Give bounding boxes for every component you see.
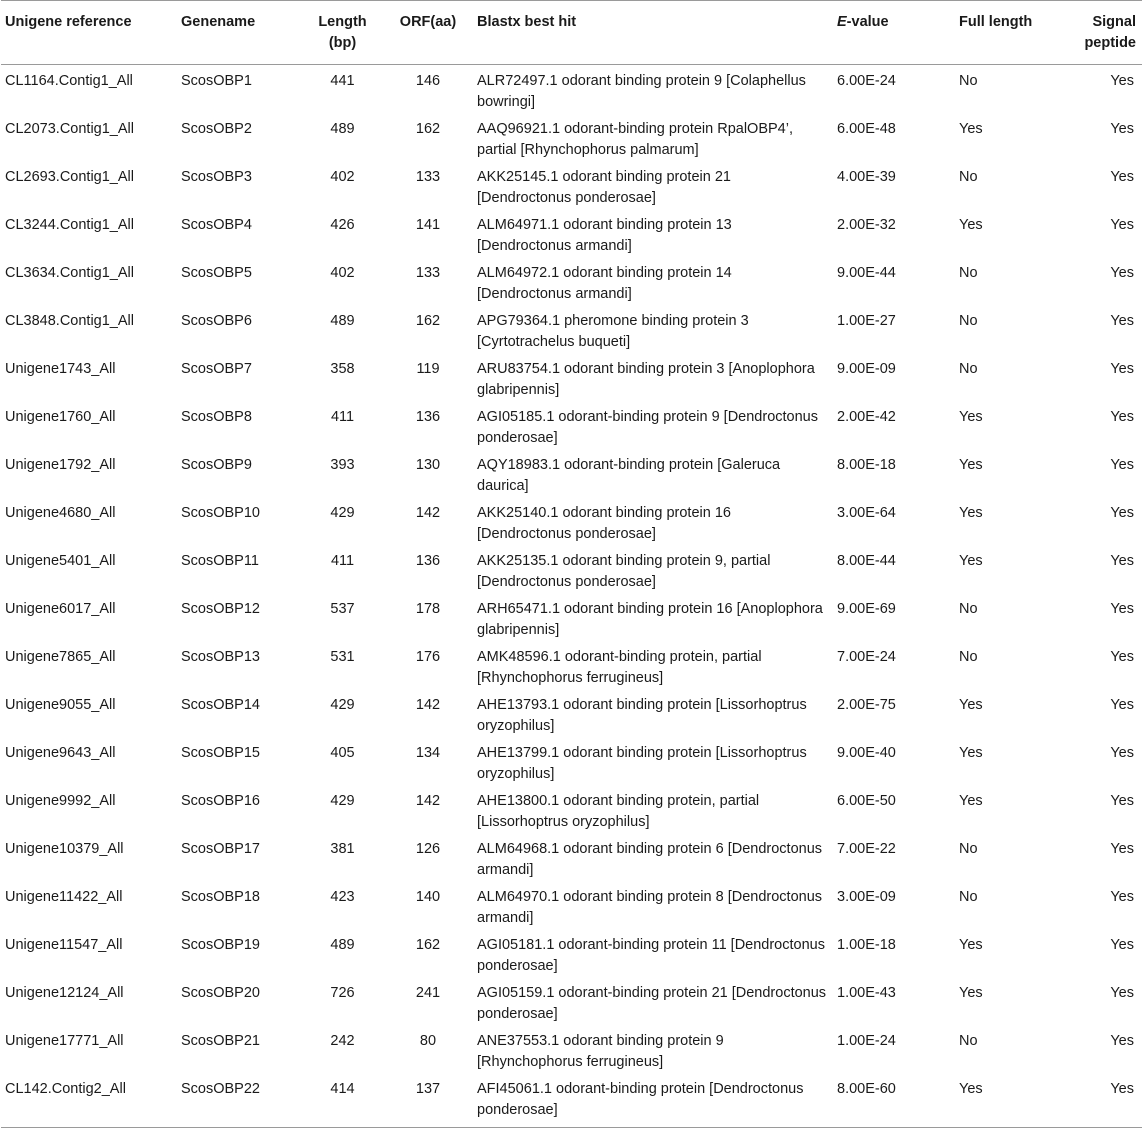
cell-genename: ScosOBP11 [181, 553, 259, 569]
cell-full-length: No [959, 73, 978, 89]
table-row [1, 593, 1142, 641]
cell-length: 393 [330, 457, 355, 473]
cell-orf: 130 [415, 457, 441, 473]
cell-orf: 162 [415, 937, 441, 953]
cell-length: 411 [330, 409, 355, 425]
header-unigene-reference: Unigene reference [1, 1, 177, 65]
cell-unigene-reference: Unigene1760_All [5, 409, 116, 425]
cell-orf: 80 [419, 1033, 437, 1049]
cell-unigene-reference: Unigene9055_All [5, 697, 116, 713]
cell-orf: 146 [415, 73, 441, 89]
cell-blastx-best-hit: AKK25135.1 odorant binding protein 9, partial [Dendroctonus ponderosae] [477, 553, 771, 590]
cell-signal-peptide: Yes [1110, 745, 1134, 761]
cell-e-value: 6.00E-48 [837, 121, 896, 137]
cell-unigene-reference: Unigene17771_All [5, 1033, 124, 1049]
cell-length: 537 [330, 601, 355, 617]
table-row [1, 65, 1142, 114]
cell-signal-peptide: Yes [1110, 361, 1134, 377]
cell-full-length: Yes [959, 505, 983, 521]
cell-signal-peptide: Yes [1110, 169, 1134, 185]
table-row [1, 113, 1142, 161]
table-row [1, 1025, 1142, 1073]
cell-e-value: 1.00E-18 [837, 937, 896, 953]
cell-genename: ScosOBP15 [181, 745, 260, 761]
cell-length: 242 [330, 1033, 355, 1049]
cell-orf: 176 [415, 649, 441, 665]
cell-e-value: 7.00E-24 [837, 649, 896, 665]
header-genename: Genename [177, 1, 302, 65]
cell-full-length: Yes [959, 793, 983, 809]
cell-blastx-best-hit: APG79364.1 pheromone binding protein 3 [Cyrtotrachelus buqueti] [477, 313, 749, 350]
cell-e-value: 8.00E-60 [833, 1073, 955, 1127]
cell-signal-peptide: Yes [1110, 217, 1134, 233]
cell-blastx-best-hit: ALM64971.1 odorant binding protein 13 [Dendroctonus armandi] [477, 217, 732, 254]
cell-full-length: Yes [955, 1073, 1076, 1127]
cell-genename: ScosOBP4 [181, 217, 252, 233]
cell-blastx-best-hit: AAQ96921.1 odorant-binding protein RpalOBP4’, partial [Rhynchophorus palmarum] [477, 121, 793, 158]
cell-unigene-reference: Unigene11547_All [5, 937, 123, 953]
cell-orf: 178 [415, 601, 441, 617]
cell-e-value: 2.00E-32 [837, 217, 896, 233]
cell-genename: ScosOBP3 [181, 169, 252, 185]
cell-unigene-reference: Unigene6017_All [5, 601, 116, 617]
cell-e-value: 1.00E-27 [837, 313, 896, 329]
cell-genename: ScosOBP21 [181, 1033, 260, 1049]
header-row [1, 1, 1142, 65]
table-row [1, 737, 1142, 785]
cell-length: 402 [330, 265, 355, 281]
cell-genename: ScosOBP10 [181, 505, 260, 521]
cell-length: 429 [330, 697, 355, 713]
cell-signal-peptide: Yes [1110, 889, 1134, 905]
cell-genename: ScosOBP17 [181, 841, 260, 857]
cell-blastx-best-hit: AGI05185.1 odorant-binding protein 9 [Dendroctonus ponderosae] [477, 409, 818, 446]
cell-signal-peptide: Yes [1110, 553, 1134, 569]
cell-genename: ScosOBP1 [181, 73, 252, 89]
cell-genename: ScosOBP5 [181, 265, 252, 281]
cell-full-length: Yes [959, 121, 983, 137]
cell-unigene-reference: Unigene12124_All [5, 985, 124, 1001]
cell-orf: 142 [415, 505, 441, 521]
cell-e-value: 4.00E-39 [837, 169, 896, 185]
cell-full-length: Yes [959, 937, 983, 953]
cell-unigene-reference: Unigene11422_All [5, 889, 123, 905]
cell-full-length: No [959, 601, 978, 617]
cell-blastx-best-hit: AHE13800.1 odorant binding protein, partial [Lissorhoptrus oryzophilus] [477, 793, 760, 830]
cell-orf: 162 [415, 313, 441, 329]
cell-length: 726 [330, 985, 355, 1001]
cell-orf: 141 [415, 217, 441, 233]
cell-blastx-best-hit: AMK48596.1 odorant-binding protein, partial [Rhynchophorus ferrugineus] [477, 649, 762, 686]
table-row [1, 785, 1142, 833]
cell-length: 381 [330, 841, 355, 857]
cell-orf: 133 [415, 265, 441, 281]
table-header [1, 1, 1142, 65]
cell-length: 489 [330, 937, 355, 953]
cell-length: 423 [330, 889, 355, 905]
cell-blastx-best-hit: ARH65471.1 odorant binding protein 16 [Anoplophora glabripennis] [477, 601, 823, 638]
cell-length: 414 [302, 1073, 383, 1127]
cell-genename: ScosOBP8 [181, 409, 252, 425]
cell-orf: 162 [415, 121, 441, 137]
cell-unigene-reference: Unigene9992_All [5, 793, 116, 809]
cell-genename: ScosOBP20 [181, 985, 260, 1001]
table-row [1, 209, 1142, 257]
cell-genename: ScosOBP14 [181, 697, 260, 713]
cell-full-length: Yes [959, 745, 983, 761]
cell-genename: ScosOBP7 [181, 361, 252, 377]
cell-genename: ScosOBP2 [181, 121, 252, 137]
cell-full-length: No [959, 649, 978, 665]
cell-orf: 119 [416, 361, 440, 377]
cell-e-value: 2.00E-75 [837, 697, 896, 713]
cell-signal-peptide: Yes [1076, 1073, 1142, 1127]
cell-e-value: 8.00E-18 [837, 457, 896, 473]
cell-signal-peptide: Yes [1110, 409, 1134, 425]
cell-genename: ScosOBP13 [181, 649, 260, 665]
cell-e-value: 2.00E-42 [837, 409, 896, 425]
cell-full-length: No [959, 841, 978, 857]
cell-signal-peptide: Yes [1110, 505, 1134, 521]
table-row [1, 161, 1142, 209]
table-body [1, 65, 1142, 1128]
cell-blastx-best-hit: ALM64968.1 odorant binding protein 6 [Dendroctonus armandi] [477, 841, 823, 878]
header-e-value-suffix: -value [846, 14, 889, 30]
table-row [1, 881, 1142, 929]
cell-full-length: No [959, 313, 978, 329]
cell-signal-peptide: Yes [1110, 265, 1134, 281]
cell-length: 358 [330, 361, 355, 377]
cell-genename: ScosOBP12 [181, 601, 260, 617]
cell-orf: 137 [383, 1073, 473, 1127]
cell-signal-peptide: Yes [1110, 601, 1134, 617]
cell-e-value: 1.00E-43 [837, 985, 896, 1001]
cell-full-length: Yes [959, 697, 983, 713]
cell-blastx-best-hit: ALM64970.1 odorant binding protein 8 [Dendroctonus armandi] [477, 889, 823, 926]
table-row [1, 689, 1142, 737]
table-row [1, 257, 1142, 305]
cell-blastx-best-hit: AKK25140.1 odorant binding protein 16 [Dendroctonus ponderosae] [477, 505, 731, 542]
cell-signal-peptide: Yes [1110, 697, 1134, 713]
cell-unigene-reference: CL1164.Contig1_All [5, 73, 133, 89]
cell-blastx-best-hit: ANE37553.1 odorant binding protein 9 [Rhynchophorus ferrugineus] [477, 1033, 724, 1070]
cell-full-length: Yes [959, 457, 983, 473]
header-orf: ORF(aa) [383, 1, 473, 65]
cell-unigene-reference: Unigene10379_All [5, 841, 124, 857]
cell-orf: 133 [415, 169, 441, 185]
header-blastx-best-hit: Blastx best hit [473, 1, 833, 65]
cell-full-length: No [959, 169, 978, 185]
cell-orf: 241 [415, 985, 441, 1001]
cell-e-value: 3.00E-64 [837, 505, 896, 521]
table-row [1, 929, 1142, 977]
cell-length: 489 [330, 121, 355, 137]
cell-length: 411 [330, 553, 355, 569]
cell-unigene-reference: CL2693.Contig1_All [5, 169, 134, 185]
table-row [1, 833, 1142, 881]
table-row [1, 353, 1142, 401]
cell-full-length: Yes [959, 217, 983, 233]
cell-unigene-reference: Unigene1792_All [5, 457, 116, 473]
cell-full-length: Yes [959, 409, 983, 425]
cell-orf: 136 [415, 409, 441, 425]
cell-e-value: 6.00E-50 [837, 793, 896, 809]
cell-signal-peptide: Yes [1110, 121, 1134, 137]
cell-signal-peptide: Yes [1110, 985, 1134, 1001]
table-row [1, 449, 1142, 497]
cell-orf: 140 [415, 889, 441, 905]
cell-signal-peptide: Yes [1110, 649, 1134, 665]
cell-unigene-reference: Unigene7865_All [5, 649, 116, 665]
cell-e-value: 9.00E-69 [837, 601, 896, 617]
cell-unigene-reference: Unigene5401_All [5, 553, 116, 569]
cell-blastx-best-hit: AFI45061.1 odorant-binding protein [Dendroctonus ponderosae] [473, 1073, 833, 1127]
table-row [1, 641, 1142, 689]
cell-unigene-reference: CL2073.Contig1_All [5, 121, 134, 137]
cell-signal-peptide: Yes [1110, 313, 1134, 329]
cell-unigene-reference: Unigene9643_All [5, 745, 116, 761]
table-row [1, 545, 1142, 593]
cell-length: 429 [330, 793, 355, 809]
cell-length: 405 [330, 745, 355, 761]
header-signal-peptide: Signal peptide [1076, 1, 1142, 65]
cell-e-value: 1.00E-24 [837, 1033, 896, 1049]
cell-blastx-best-hit: AKK25145.1 odorant binding protein 21 [Dendroctonus ponderosae] [477, 169, 731, 206]
cell-genename: ScosOBP19 [181, 937, 260, 953]
cell-e-value: 3.00E-09 [837, 889, 896, 905]
cell-orf: 126 [415, 841, 441, 857]
cell-length: 402 [330, 169, 355, 185]
cell-blastx-best-hit: AHE13799.1 odorant binding protein [Lissorhoptrus oryzophilus] [477, 745, 807, 782]
cell-genename: ScosOBP6 [181, 313, 252, 329]
table-row [1, 977, 1142, 1025]
cell-signal-peptide: Yes [1110, 793, 1134, 809]
cell-length: 441 [330, 73, 355, 89]
cell-signal-peptide: Yes [1110, 937, 1134, 953]
cell-full-length: Yes [959, 985, 983, 1001]
cell-unigene-reference: CL3244.Contig1_All [5, 217, 134, 233]
cell-genename: ScosOBP18 [181, 889, 260, 905]
cell-e-value: 6.00E-24 [837, 73, 896, 89]
cell-blastx-best-hit: ARU83754.1 odorant binding protein 3 [Anoplophora glabripennis] [477, 361, 815, 398]
cell-orf: 136 [415, 553, 441, 569]
cell-blastx-best-hit: ALR72497.1 odorant binding protein 9 [Colaphellus bowringi] [477, 73, 806, 110]
cell-genename: ScosOBP16 [181, 793, 260, 809]
cell-blastx-best-hit: AQY18983.1 odorant-binding protein [Galeruca daurica] [477, 457, 781, 494]
header-full-length: Full length [955, 1, 1076, 65]
cell-unigene-reference: CL142.Contig2_All [1, 1073, 177, 1127]
cell-unigene-reference: CL3848.Contig1_All [5, 313, 134, 329]
cell-length: 429 [330, 505, 355, 521]
cell-e-value: 9.00E-40 [837, 745, 896, 761]
obp-gene-table [1, 0, 1142, 1128]
cell-full-length: No [959, 361, 978, 377]
cell-full-length: No [959, 265, 978, 281]
cell-signal-peptide: Yes [1110, 1033, 1134, 1049]
cell-orf: 134 [415, 745, 441, 761]
cell-e-value: 9.00E-44 [837, 265, 896, 281]
cell-blastx-best-hit: AGI05159.1 odorant-binding protein 21 [Dendroctonus ponderosae] [477, 985, 827, 1022]
cell-blastx-best-hit: AHE13793.1 odorant binding protein [Lissorhoptrus oryzophilus] [477, 697, 807, 734]
header-length: Length (bp) [302, 1, 383, 65]
table-row [1, 305, 1142, 353]
cell-full-length: No [959, 1033, 978, 1049]
cell-length: 426 [330, 217, 355, 233]
cell-full-length: No [959, 889, 978, 905]
cell-unigene-reference: Unigene4680_All [5, 505, 116, 521]
table-row [1, 1073, 1142, 1127]
cell-e-value: 7.00E-22 [837, 841, 896, 857]
cell-length: 531 [330, 649, 355, 665]
cell-genename: ScosOBP22 [177, 1073, 302, 1127]
cell-unigene-reference: CL3634.Contig1_All [5, 265, 134, 281]
cell-signal-peptide: Yes [1110, 457, 1134, 473]
cell-length: 489 [330, 313, 355, 329]
cell-blastx-best-hit: AGI05181.1 odorant-binding protein 11 [Dendroctonus ponderosae] [477, 937, 825, 974]
cell-orf: 142 [415, 697, 441, 713]
cell-signal-peptide: Yes [1110, 841, 1134, 857]
cell-blastx-best-hit: ALM64972.1 odorant binding protein 14 [Dendroctonus armandi] [477, 265, 732, 302]
header-e-value [833, 1, 955, 65]
cell-signal-peptide: Yes [1110, 73, 1134, 89]
cell-e-value: 9.00E-09 [837, 361, 896, 377]
table-row [1, 497, 1142, 545]
cell-unigene-reference: Unigene1743_All [5, 361, 116, 377]
header-e-value-italic: E [837, 14, 847, 30]
cell-e-value: 8.00E-44 [837, 553, 896, 569]
cell-full-length: Yes [959, 553, 983, 569]
table-row [1, 401, 1142, 449]
cell-genename: ScosOBP9 [181, 457, 252, 473]
cell-orf: 142 [415, 793, 441, 809]
